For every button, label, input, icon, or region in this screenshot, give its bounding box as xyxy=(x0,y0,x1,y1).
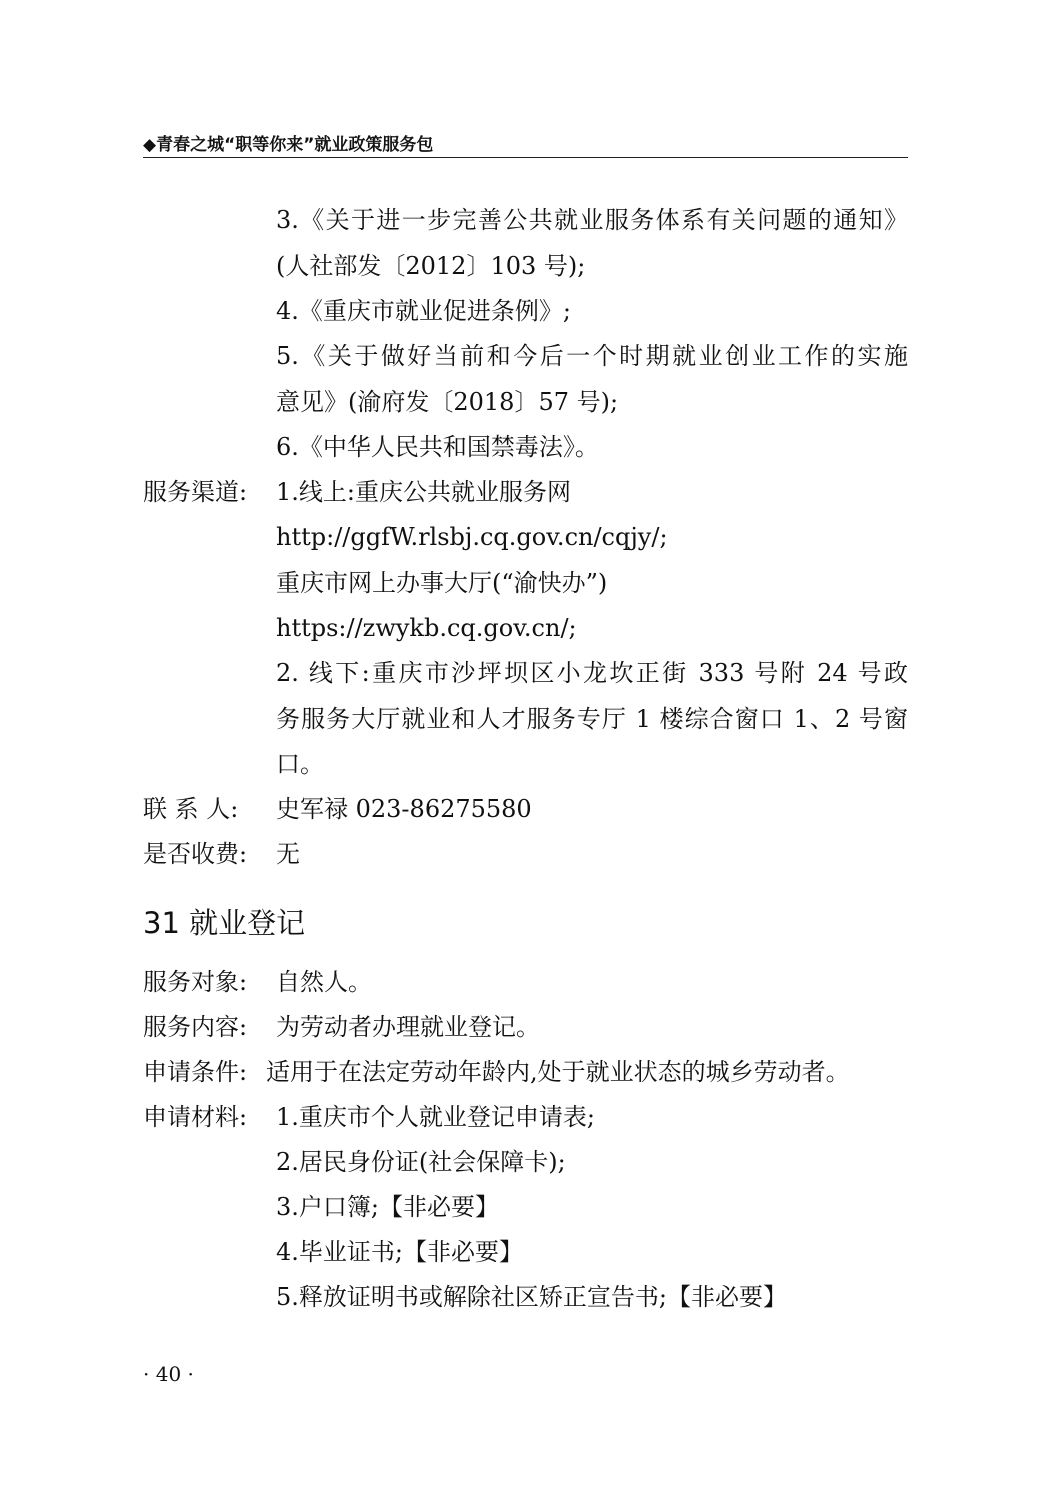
policy-item-4: 4.《重庆市就业促进条例》; xyxy=(276,297,571,325)
contact-value: 史军禄 023-86275580 xyxy=(276,795,532,823)
target-label: 服务对象: xyxy=(143,968,248,996)
material-item: 4.毕业证书;【非必要】 xyxy=(276,1238,523,1266)
channels-online-hall: 重庆市网上办事大厅(“渝快办”) xyxy=(276,569,608,597)
channels-online-url-2: https://zwykb.cq.gov.cn/; xyxy=(276,614,577,642)
header-divider xyxy=(143,157,908,158)
condition-value: 适用于在法定劳动年龄内,处于就业状态的城乡劳动者。 xyxy=(266,1058,850,1086)
material-item: 5.释放证明书或解除社区矫正宣告书;【非必要】 xyxy=(276,1283,787,1311)
page-number: · 40 · xyxy=(143,1362,194,1386)
channels-offline-line-1: 2. 线下:重庆市沙坪坝区小龙坎正街 333 号附 24 号政 xyxy=(276,659,908,687)
fee-value: 无 xyxy=(276,840,300,868)
channels-label: 服务渠道: xyxy=(143,478,248,506)
material-item: 2.居民身份证(社会保障卡); xyxy=(276,1148,566,1176)
channels-offline-line-3: 口。 xyxy=(276,750,324,778)
policy-item-5-line-2: 意见》(渝府发〔2018〕57 号); xyxy=(276,388,619,416)
material-item: 1.重庆市个人就业登记申请表; xyxy=(276,1103,595,1131)
fee-label: 是否收费: xyxy=(143,840,248,868)
policy-item-3-line-1: 3.《关于进一步完善公共就业服务体系有关问题的通知》 xyxy=(276,206,908,234)
policy-item-3-line-2: (人社部发〔2012〕103 号); xyxy=(276,252,586,280)
section-heading: 31 就业登记 xyxy=(143,906,306,940)
contact-label: 联 系 人: xyxy=(143,795,239,823)
service-content-label: 服务内容: xyxy=(143,1013,248,1041)
condition-label: 申请条件: xyxy=(143,1058,248,1086)
running-header: ◆青春之城“职等你来”就业政策服务包 xyxy=(143,135,434,155)
policy-item-6: 6.《中华人民共和国禁毒法》。 xyxy=(276,433,599,461)
service-content-value: 为劳动者办理就业登记。 xyxy=(276,1013,540,1041)
policy-item-5-line-1: 5.《关于做好当前和今后一个时期就业创业工作的实施 xyxy=(276,342,908,370)
materials-label: 申请材料: xyxy=(143,1103,248,1131)
channels-online-title: 1.线上:重庆公共就业服务网 xyxy=(276,478,571,506)
target-value: 自然人。 xyxy=(276,968,372,996)
channels-offline-line-2: 务服务大厅就业和人才服务专厅 1 楼综合窗口 1、2 号窗 xyxy=(276,705,908,733)
material-item: 3.户口簿;【非必要】 xyxy=(276,1193,499,1221)
channels-online-url-1: http://ggfW.rlsbj.cq.gov.cn/cqjy/; xyxy=(276,523,668,551)
